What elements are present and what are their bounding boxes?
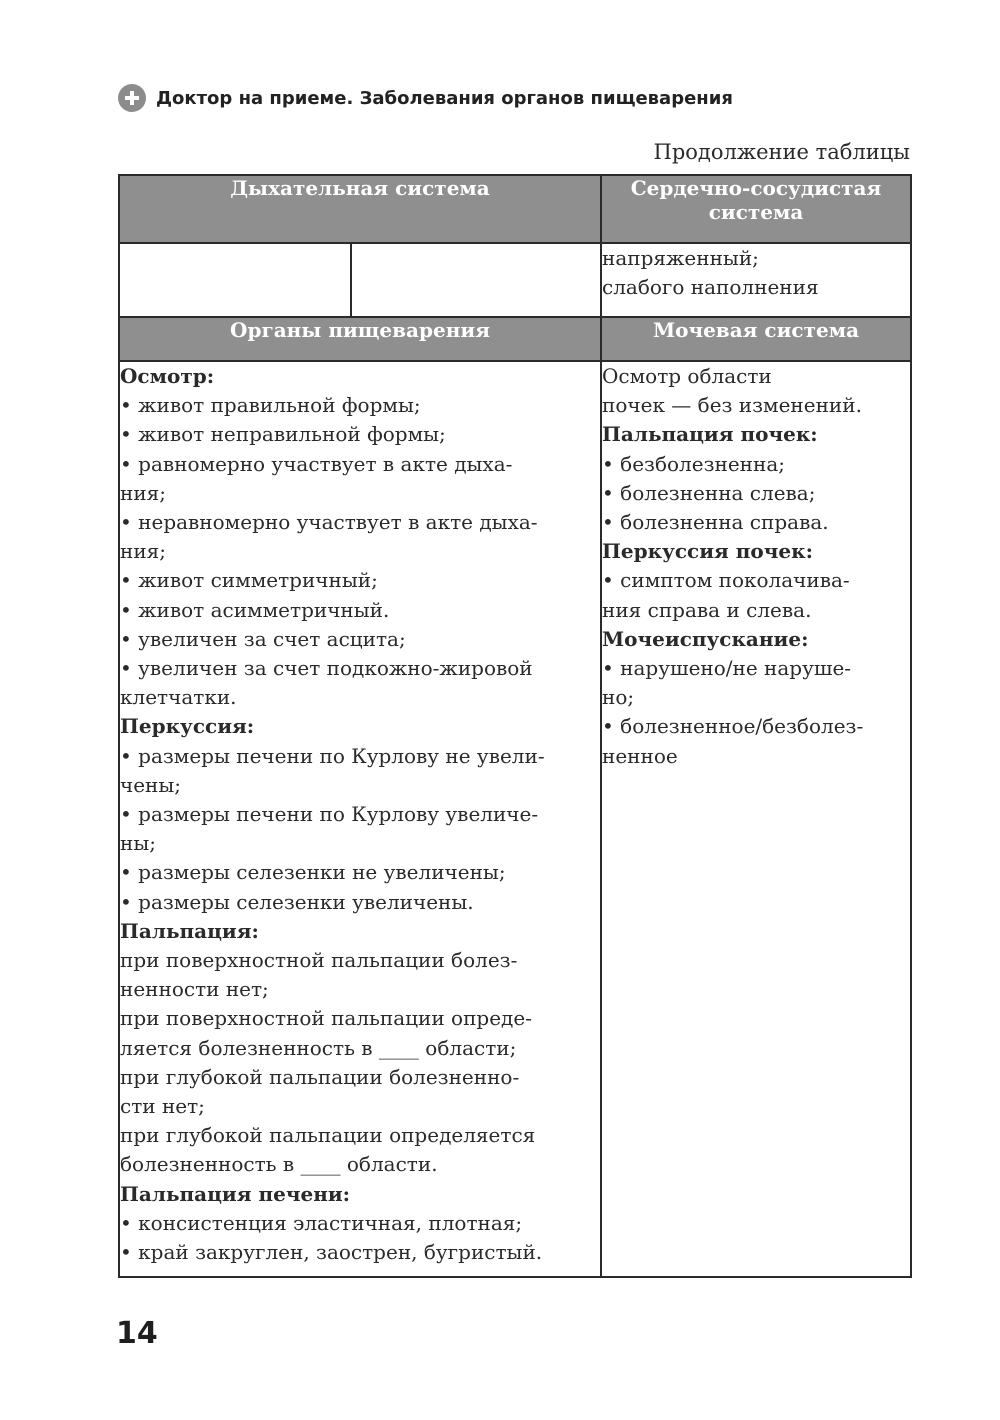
text-line: при поверхностной пальпации опреде- (120, 1006, 532, 1031)
text-line: • живот симметричный; (120, 568, 378, 593)
text-line: ния; (120, 480, 167, 505)
respiratory-cell-empty-right (351, 243, 601, 317)
text-line: ния; (120, 539, 167, 564)
text-line: • живот правильной формы; (120, 393, 421, 418)
text-line: • размеры печени по Курлову увеличе- (120, 802, 539, 827)
urinary-examination-cell (601, 361, 911, 1277)
text-line: при глубокой пальпации болезненно- (120, 1064, 520, 1089)
respiratory-cell-empty-left (119, 243, 351, 317)
header-respiratory-system: Дыхательная система (119, 175, 601, 243)
text-line: • болезненна справа. (602, 510, 829, 535)
text-line: почек — без изменений. (602, 393, 862, 418)
header-cardiovascular-system: Сердечно-сосудистая система (601, 175, 911, 243)
text-line: • нарушено/не наруше- (602, 656, 852, 681)
text-line: • увеличен за счет асцита; (120, 626, 406, 651)
text-line: • размеры селезенки не увеличены; (120, 860, 506, 885)
text-line: • живот асимметричный. (120, 597, 390, 622)
text-line: ны; (120, 831, 156, 856)
text-line: • увеличен за счет подкожно-жировой (120, 656, 533, 681)
text-line: сти нет; (120, 1094, 205, 1119)
header-title: Доктор на приеме. Заболевания органов пищеварения (156, 87, 733, 109)
text-line: клетчатки. (120, 685, 237, 710)
text-line: ненности нет; (120, 977, 269, 1002)
section-heading: Пальпация печени: (120, 1181, 351, 1206)
text-line: • размеры селезенки увеличены. (120, 889, 474, 914)
cardio-pulse-cell (601, 243, 911, 317)
section-heading: Перкуссия почек: (602, 539, 813, 564)
text-line: при глубокой пальпации определяется (120, 1123, 536, 1148)
section-heading: Пальпация почек: (602, 422, 818, 447)
text-line: • болезненное/безболез- (602, 714, 864, 739)
text-line: • равномерно участвует в акте дыха- (120, 451, 513, 476)
section-heading: Осмотр: (120, 364, 215, 388)
section-heading: Мочеиспускание: (602, 626, 809, 651)
text-line: ляется болезненность в ____ области; (120, 1035, 517, 1060)
text-line: чены; (120, 772, 182, 797)
text-line: • живот неправильной формы; (120, 422, 446, 447)
section-heading: Пальпация: (120, 918, 259, 943)
text-line: • симптом поколачива- (602, 568, 850, 593)
page-header (118, 84, 733, 112)
text-line: ния справа и слева. (602, 597, 812, 622)
header-urinary-system: Мочевая система (601, 317, 911, 361)
page-number: 14 (116, 1316, 158, 1351)
table-continuation-caption: Продолжение таблицы (653, 140, 910, 164)
text-line: • неравномерно участвует в акте дыха- (120, 510, 538, 535)
cardio-pulse-line: слабого наполнения (602, 275, 819, 300)
text-line: • безболезненна; (602, 451, 785, 476)
text-line: болезненность в ____ области. (120, 1152, 438, 1177)
text-line: при поверхностной пальпации болез- (120, 948, 518, 973)
text-line: • край закруглен, заострен, бугристый. (120, 1240, 543, 1265)
plus-circle-icon (118, 84, 146, 112)
cardio-pulse-line: напряженный; (602, 246, 759, 270)
examination-table (118, 174, 912, 1278)
header-digestive-organs: Органы пищеварения (119, 317, 601, 361)
text-line: • консистенция эластичная, плотная; (120, 1210, 523, 1235)
digestive-examination-cell (119, 361, 601, 1277)
text-line: • размеры печени по Курлову не увели- (120, 743, 545, 768)
text-line: Осмотр области (602, 364, 772, 388)
text-line: ненное (602, 743, 678, 768)
section-heading: Перкуссия: (120, 714, 255, 739)
text-line: но; (602, 685, 635, 710)
text-line: • болезненна слева; (602, 480, 816, 505)
